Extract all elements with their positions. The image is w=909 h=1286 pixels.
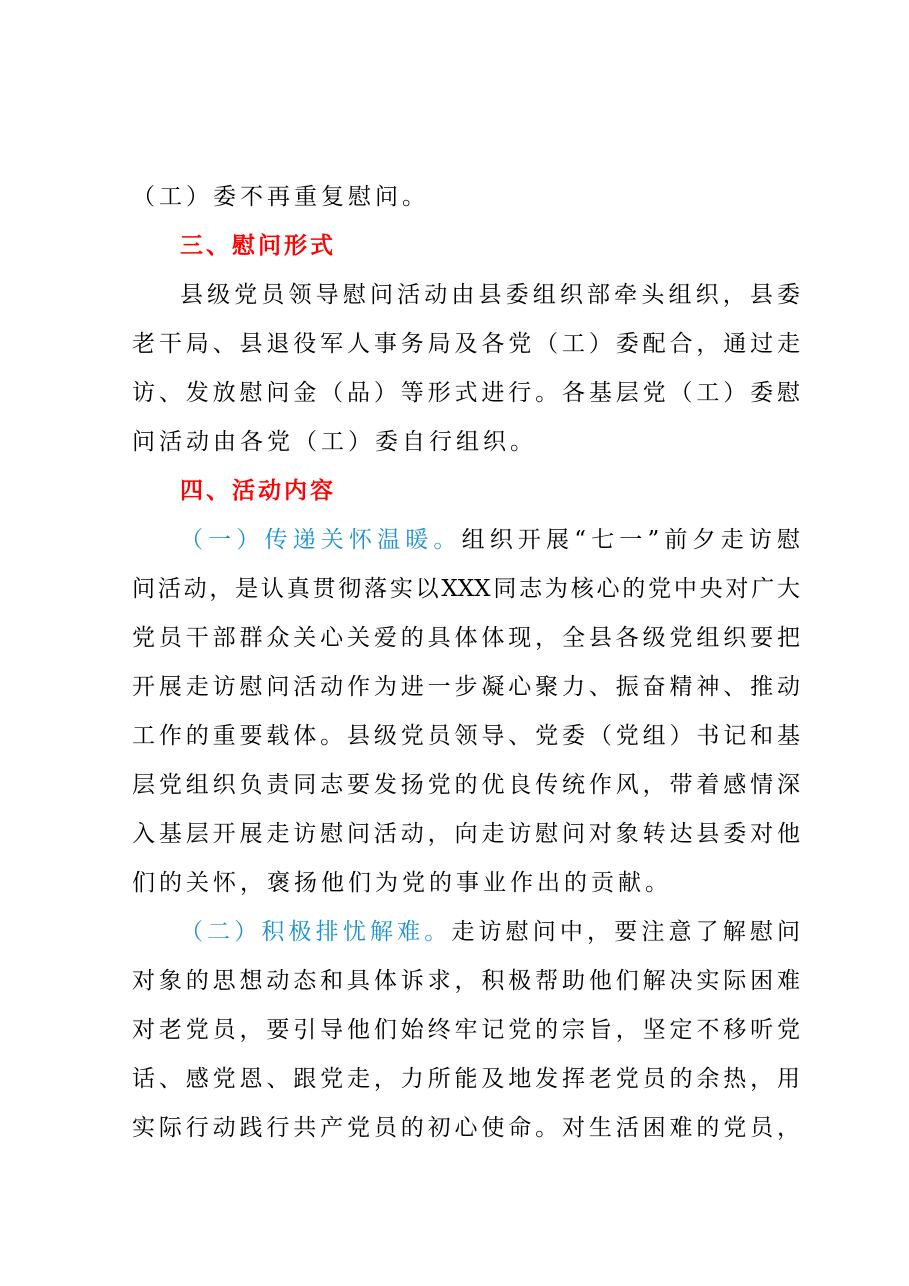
item1-title: （一）传递关怀温暖。 [180, 527, 462, 553]
item1-first-rest: 组织开展“七一”前夕走访慰 [461, 527, 800, 553]
item1-line: 开展走访慰问活动作为进一步凝心聚力、振奋精神、推动 [132, 674, 800, 700]
item1-line: 层党组织负责同志要发扬党的优良传统作风，带着感情深 [132, 772, 800, 798]
item2-line: 实际行动践行共产党员的初心使命。对生活困难的党员， [132, 1115, 800, 1141]
item1-first-line [180, 515, 800, 565]
item2-first-line [180, 907, 800, 957]
section3-line: 老干局、县退役军人事务局及各党（工）委配合，通过走 [132, 331, 800, 357]
item1-line: 党员干部群众关心关爱的具体体现，全县各级党组织要把 [132, 625, 800, 651]
item2-title: （二）积极排忧解难。 [180, 919, 452, 945]
paragraph-tail: （工）委不再重复慰问。 [132, 184, 429, 210]
item2-first-rest: 走访慰问中，要注意了解慰问 [451, 919, 801, 945]
item2-line: 对老党员，要引导他们始终牢记党的宗旨，坚定不移听党 [132, 1017, 800, 1043]
item2-line: 对象的思想动态和具体诉求，积极帮助他们解决实际困难 [132, 968, 800, 994]
item1-line: 入基层开展走访慰问活动，向走访慰问对象转达县委对他 [132, 821, 800, 847]
section3-line: 县级党员领导慰问活动由县委组织部牵头组织，县委 [180, 282, 800, 308]
section3-heading: 三、慰问形式 [180, 233, 336, 259]
section3-line: 问活动由各党（工）委自行组织。 [132, 429, 537, 455]
item2-line: 话、感党恩、跟党走，力所能及地发挥老党员的余热，用 [132, 1066, 800, 1092]
section4-heading: 四、活动内容 [180, 478, 336, 504]
item1-line: 工作的重要载体。县级党员领导、党委（党组）书记和基 [132, 723, 800, 749]
section3-line: 访、发放慰问金（品）等形式进行。各基层党（工）委慰 [132, 380, 800, 406]
item1-line: 问活动，是认真贯彻落实以XXX同志为核心的党中央对广大 [132, 576, 800, 602]
item1-line: 们的关怀，褒扬他们为党的事业作出的贡献。 [132, 870, 672, 896]
